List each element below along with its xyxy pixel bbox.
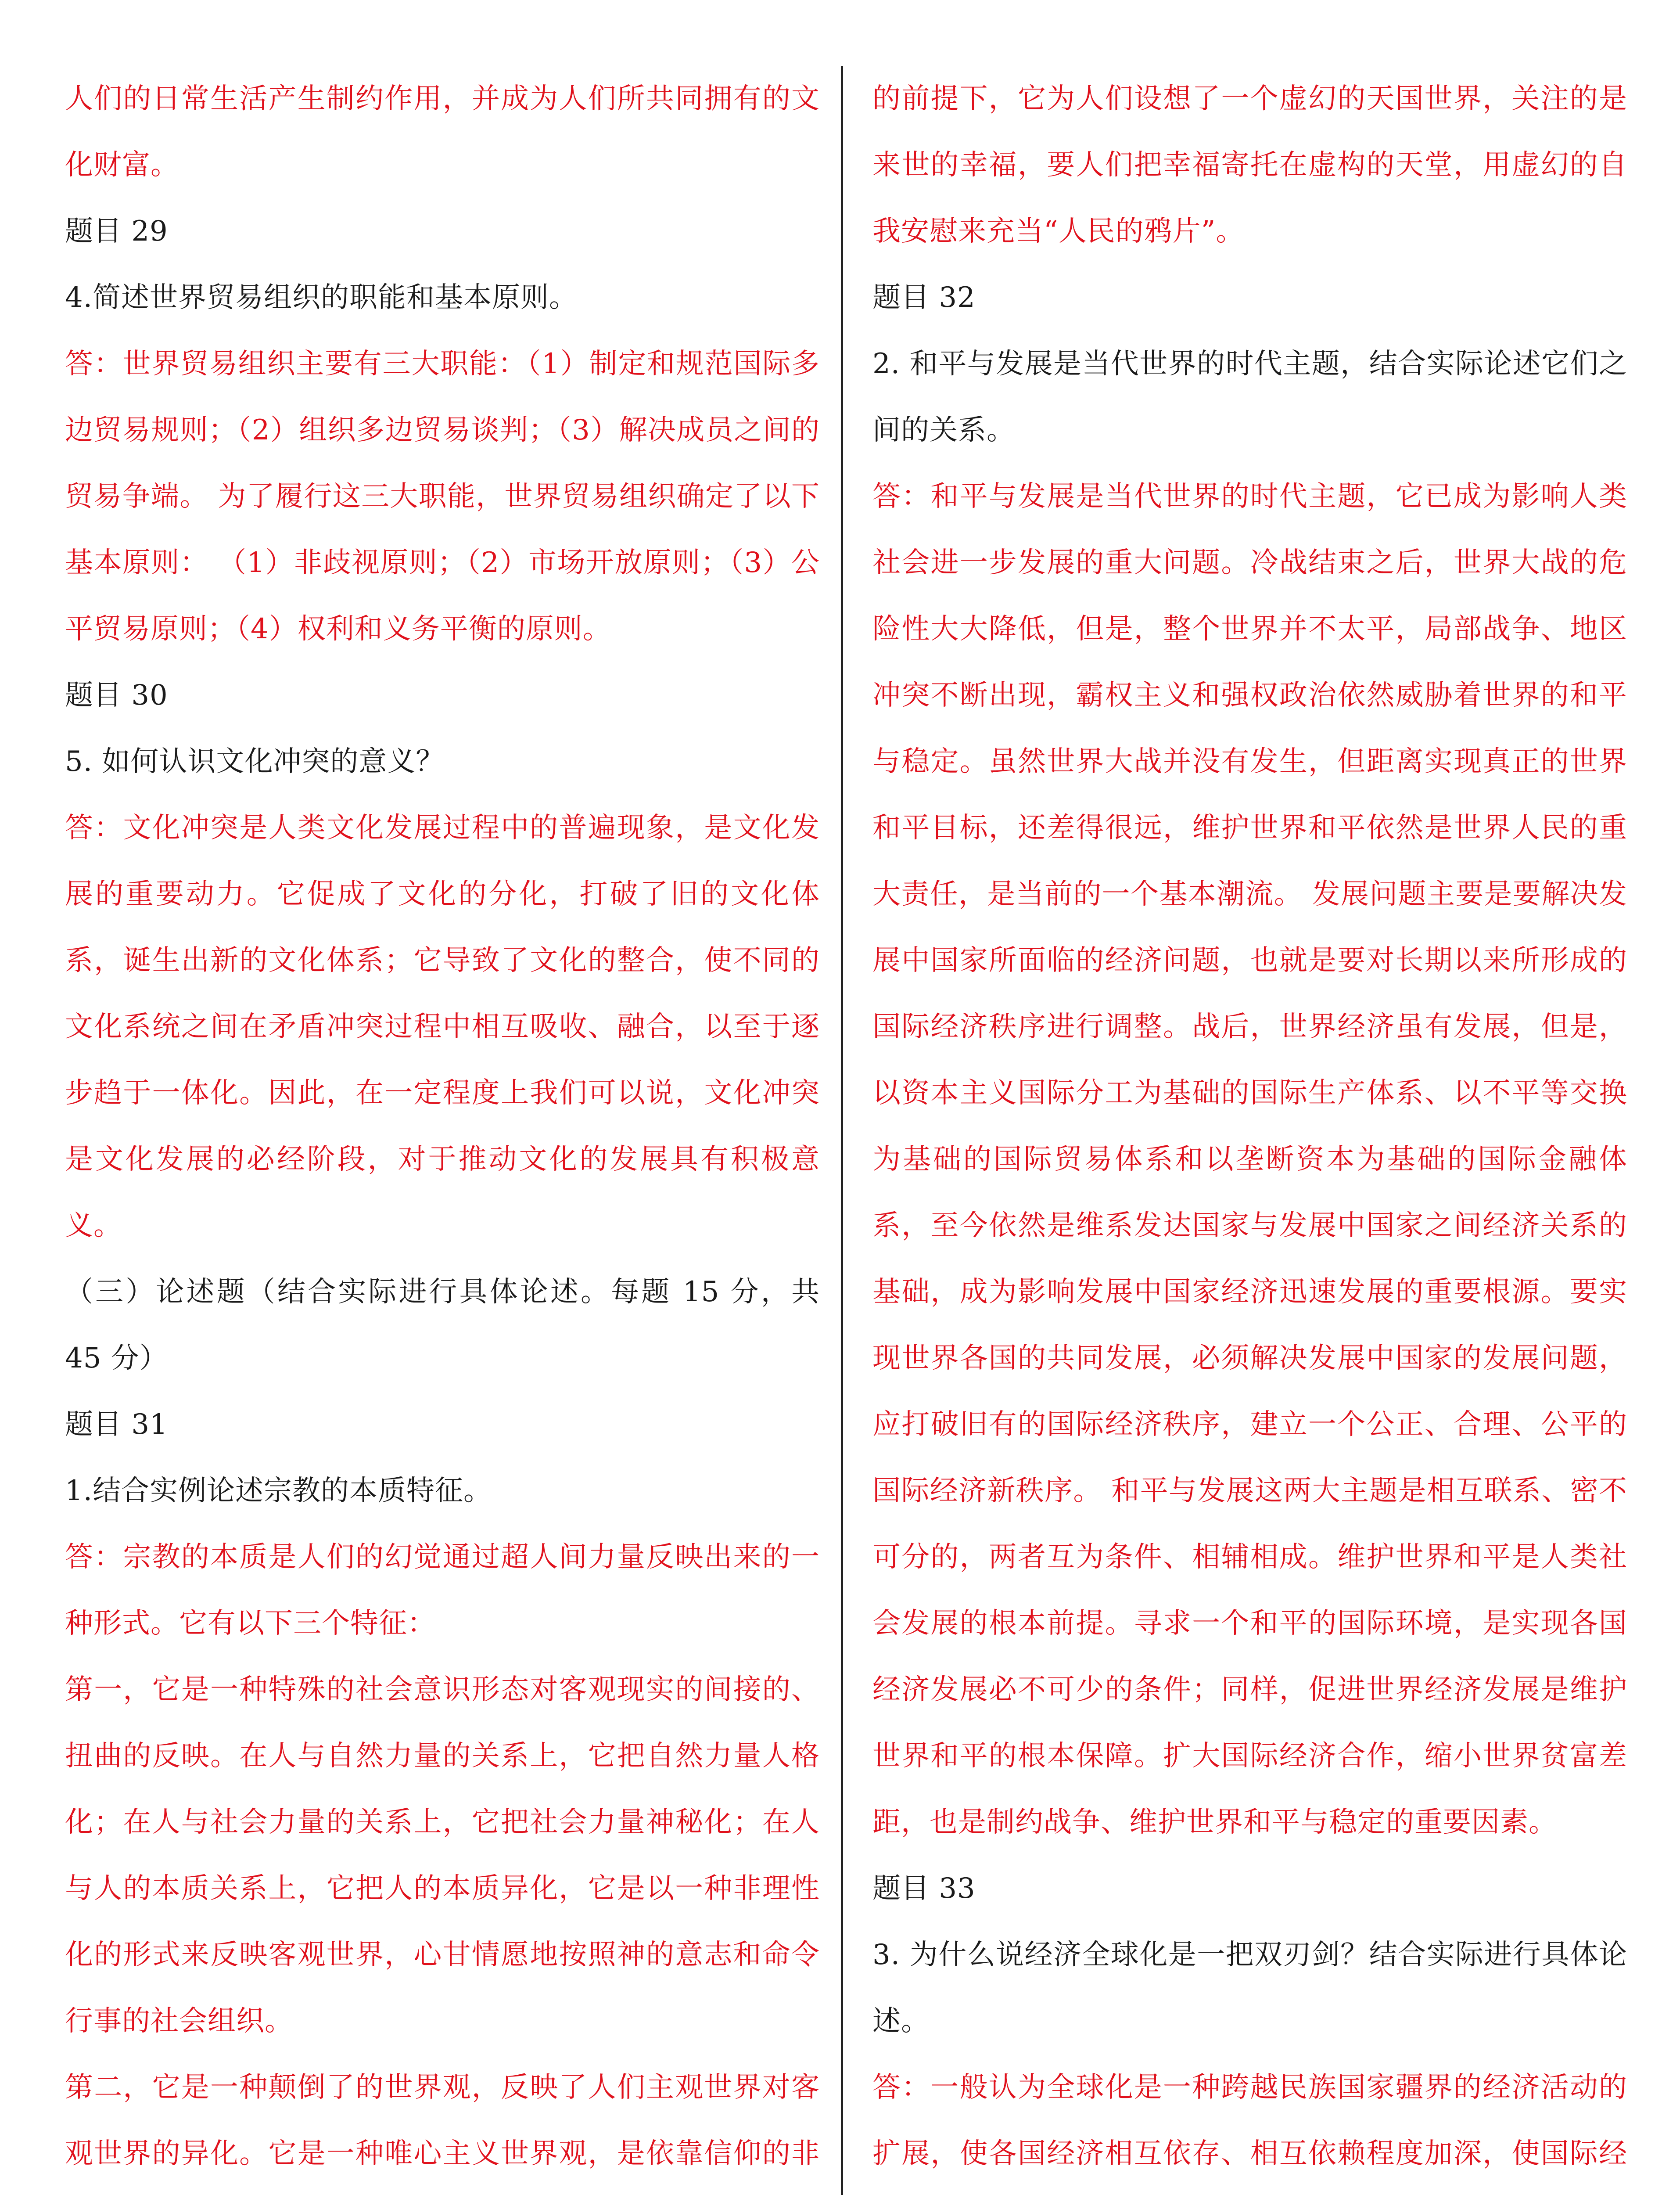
answer-33-text: 答：一般认为全球化是一种跨越民族国家疆界的经济活动的扩展，使各国经济相互依存、相互依赖程度加深，使国际经 — [872, 2071, 1627, 2170]
question-number-30: 题目 30 — [65, 679, 168, 712]
question-30-text: 5. 如何认识文化冲突的意义？ — [65, 745, 445, 778]
question-number-32: 题目 32 — [872, 281, 976, 314]
column-divider — [841, 66, 843, 2195]
answer-30-text: 答：文化冲突是人类文化发展过程中的普遍现象，是文化发展的重要动力。它促成了文化的分化，打破了旧的文化体系，诞生出新的文化体系；它导致了文化的整合，使不同的文化系统之间在矛盾冲突过程中相互吸收、融合，以至于逐步趋于一体化。因此，在一定程度上我们可以说，文化冲突是文化发展的必经阶段，对于推动文化的发展具有积极意义。 — [65, 812, 820, 1242]
question-31-text: 1.结合实例论述宗教的本质特征。 — [65, 1475, 492, 1507]
answer-31-point-1: 第一，它是一种特殊的社会意识形态对客观现实的间接的、扭曲的反映。在人与自然力量的关系上，它把自然力量人格化；在人与社会力量的关系上，它把社会力量神秘化；在人与人的本质关系上，它把人的本质异化，它是以一种非理性化的形式来反映客观世界，心甘情愿地按照神的意志和命令行事的社会组织。 — [65, 1673, 820, 2037]
question-number-33: 题目 33 — [872, 1872, 976, 1905]
question-29-text: 4.简述世界贸易组织的职能和基本原则。 — [65, 281, 578, 314]
question-number-31: 题目 31 — [65, 1408, 168, 1441]
question-32-text: 2. 和平与发展是当代世界的时代主题，结合实际论述它们之间的关系。 — [872, 348, 1627, 446]
answer-31-continued: 的前提下，它为人们设想了一个虚幻的天国世界，关注的是来世的幸福，要人们把幸福寄托在虚构的天堂，用虚幻的自我安慰来充当“人民的鸦片”。 — [872, 83, 1627, 248]
answer-32-text: 答：和平与发展是当代世界的时代主题，它已成为影响人类社会进一步发展的重大问题。冷战结束之后，世界大战的危险性大大降低，但是，整个世界并不太平，局部战争、地区冲突不断出现，霸权主义和强权政治依然威胁着世界的和平与稳定。虽然世界大战并没有发生，但距离实现真正的世界和平目标，还差得很远，维护世界和平依然是世界人民的重大责任，是当前的一个基本潮流。 发展问题主要是要解决发展中国家所面临的经济问题，也就是要对长期以来所形成的国际经济秩序进行调整。战后，世界经济虽有发展，但是，以资本主义国际分工为基础的国际生产体系、以不平等交换为基础的国际贸易体系和以垄断资本为基础的国际金融体系，至今依然是维系发达国家与发展中国家之间经济关系的基础，成为影响发展中国家经济迅速发展的重要根源。要实现世界各国的共同发展，必须解决发展中国家的发展问题，应打破旧有的国际经济秩序，建立一个公正、合理、公平的国际经济新秩序。 和平与发展这两大主题是相互联系、密不可分的，两者互为条件、相辅相成。维护世界和平是人类社会发展的根本前提。寻求一个和平的国际环境，是实现各国经济发展必不可少的条件；同样，促进世界经济发展是维护世界和平的根本保障。扩大国际经济合作，缩小世界贫富差距，也是制约战争、维护世界和平与稳定的重要因素。 — [872, 480, 1627, 1839]
left-column — [65, 66, 820, 2195]
answer-31-intro: 答：宗教的本质是人们的幻觉通过超人间力量反映出来的一种形式。它有以下三个特征： — [65, 1541, 820, 1640]
question-number-29: 题目 29 — [65, 215, 168, 248]
answer-31-point-2: 第二，它是一种颠倒了的世界观，反映了人们主观世界对客观世界的异化。它是一种唯心主义世界观，是依靠信仰的非 — [65, 2071, 820, 2170]
right-column — [872, 66, 1627, 2195]
answer-text-cultural-wealth: 人们的日常生活产生制约作用，并成为人们所共同拥有的文化财富。 — [65, 83, 820, 181]
question-33-text: 3. 为什么说经济全球化是一把双刃剑？结合实际进行具体论述。 — [872, 1939, 1627, 2037]
section-heading-essay: （三）论述题（结合实际进行具体论述。每题 15 分，共 45 分） — [65, 1276, 820, 1375]
answer-29-text: 答：世界贸易组织主要有三大职能：（1）制定和规范国际多边贸易规则；（2）组织多边贸易谈判；（3）解决成员之间的贸易争端。 为了履行这三大职能，世界贸易组织确定了以下基本原则： （1）非歧视原则；（2）市场开放原则；（3）公平贸易原则；（4）权利和义务平衡的原则。 — [65, 348, 820, 645]
